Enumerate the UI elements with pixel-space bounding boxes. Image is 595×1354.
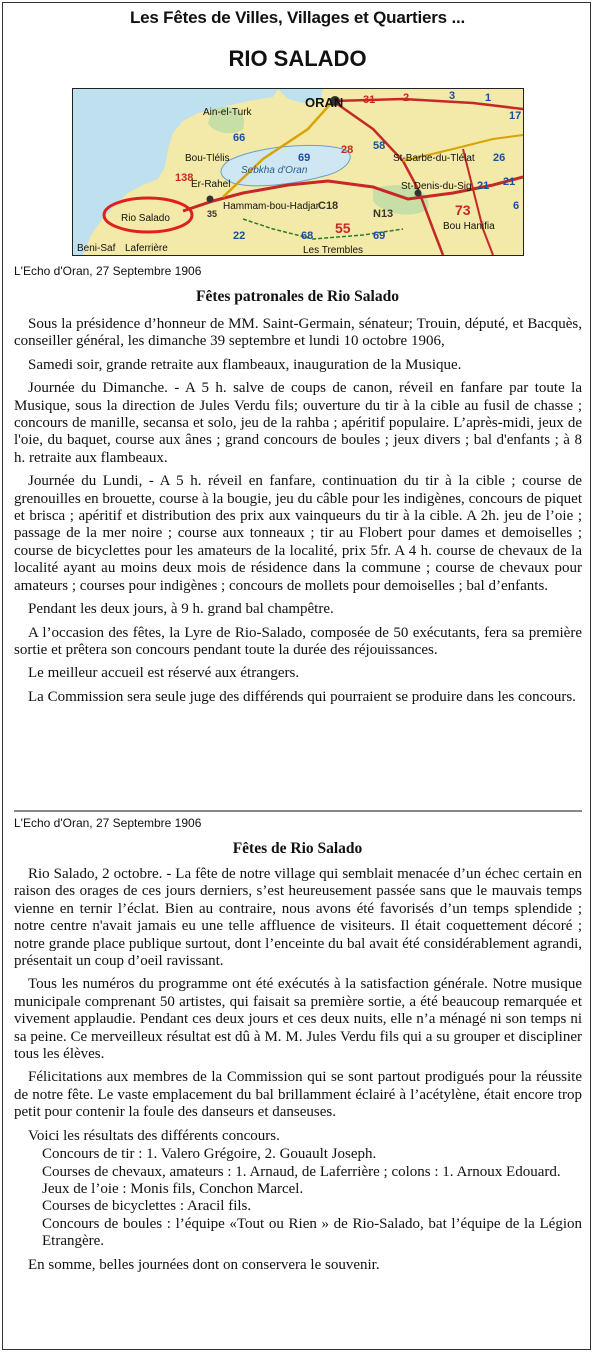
article2-closing: En somme, belles journées dont on conservera le souvenir. xyxy=(28,1256,380,1273)
road-num-13: 55 xyxy=(335,220,351,236)
label-sebkha: Sebkha d'Oran xyxy=(241,165,308,176)
article1-paragraph-6: A l’occasion des fêtes, la Lyre de Rio-Salado, composée de 50 exécutants, fera sa première sortie et prêtera son concours pendant toute la durée des réjouissances. xyxy=(14,624,582,658)
road-num-15: 68 xyxy=(301,230,314,242)
page-title: RIO SALADO xyxy=(228,46,367,71)
label-er-rahel: Er-Rahel xyxy=(191,179,231,190)
region-map xyxy=(72,88,524,256)
road-num-20: 35 xyxy=(207,209,218,219)
map-drawing xyxy=(73,89,523,255)
article2-body xyxy=(14,866,582,1280)
road-num-12: C18 xyxy=(318,200,339,212)
label-oran: ORAN xyxy=(305,95,344,110)
road-num-14: 73 xyxy=(455,202,471,218)
road-num-1: 31 xyxy=(363,94,376,106)
label-st-denis: St-Denis-du-Sig xyxy=(401,181,472,192)
road-num-6: 28 xyxy=(341,144,354,156)
article2-paragraph-3: Félicitations aux membres de la Commission qui se sont partout prodigués pour la réussite de notre fête. Le vaste emplacement du bal brillamment éclairé à l’acétylène, était encore trop petit pour contenir la foule des danseurs et danseuses. xyxy=(14,1069,582,1121)
article1-source: L'Echo d'Oran, 27 Septembre 1906 xyxy=(14,264,202,278)
article1-paragraph-8: La Commission sera seule juge des différends qui pourraient se produire dans les concours. xyxy=(28,688,576,705)
label-rio-salado: Rio Salado xyxy=(121,213,170,224)
section-divider xyxy=(14,810,582,812)
road-num-19: 21 xyxy=(477,180,490,192)
road-num-5: 69 xyxy=(298,152,311,164)
road-num-16: 69 xyxy=(373,230,386,242)
road-num-7: 58 xyxy=(373,140,386,152)
result-item: Concours de tir : 1. Valero Grégoire, 2. Gouault Joseph. xyxy=(42,1146,377,1163)
article1-paragraph-3: Journée du Dimanche. - A 5 h. salve de coups de canon, réveil en fanfare par toute la Musique, sous la direction de Jules Verdu fils; ouverture du tir à la cible au fusil de chasse ; concours de manille, secansa et solo, jeu de la rahba ; apéritif populaire. L’après-midi, jeux de l'oie, du baquet, course aux ânes ; grand concours de boules ; jeux divers ; bal d'enfants ; à 8 h. retraite aux flambeaux. xyxy=(14,380,582,466)
town-riosalado-dot xyxy=(207,196,214,203)
article2-paragraph-2: Tous les numéros du programme ont été exécutés à la satisfaction générale. Notre musique municipale comprenant 50 artistes, qui faisait sa première sortie, a été beaucoup remarquée et vivement applaudie. Pendant ces deux jours et ces deux nuits, elle n’a ménagé ni son temps ni sa peine. Ce merveilleux résultat est dû à M. M. Jules Verdu fils qui a su grouper et discipliner tous les élèves. xyxy=(14,976,582,1063)
label-trembles: Les Trembles xyxy=(303,245,364,255)
label-beni-saf: Beni-Saf xyxy=(77,243,116,254)
label-bou-hanifia: Bou Hanifia xyxy=(443,221,495,232)
article2-paragraph-4: Voici les résultats des différents concours. xyxy=(28,1127,280,1144)
road-num-11: N13 xyxy=(373,208,394,220)
label-bou-tlelis: Bou-Tlélis xyxy=(185,153,230,164)
road-num-9: 21 xyxy=(503,176,516,188)
label-st-barbe: St-Barbe-du-Tlélat xyxy=(393,153,475,164)
page-supertitle: Les Fêtes de Villes, Villages et Quartiers ... xyxy=(129,8,466,27)
article2-paragraph-1: Rio Salado, 2 octobre. - La fête de notre village qui semblait menacée d’un échec certain en raison des orages de ces jours derniers, s’est heureusement passée sans que le mauvais temps vienne en ternir l’éclat. Bien au contraire, nous avons été favorisés d’un temps splendide ; notre centre n'avait jamais eu une telle affluence de visiteurs. Il était coquettement décoré ; notre grande place publique surtout, dont l’enceinte du bal avait été considérablement agrandi, présentait un coup d’oeil ravissant. xyxy=(14,866,582,970)
label-ain-el-turk: Ain-el-Turk xyxy=(203,107,252,118)
road-num-21: 1 xyxy=(485,92,492,104)
result-item: Jeux de l’oie : Monis fils, Conchon Marcel. xyxy=(42,1180,304,1197)
road-num-22: 17 xyxy=(509,110,522,122)
road-num-18: 3 xyxy=(449,90,456,102)
article2-title: Fêtes de Rio Salado xyxy=(232,840,363,857)
article2-source: L'Echo d'Oran, 27 Septembre 1906 xyxy=(14,816,202,830)
road-num-17: 22 xyxy=(233,230,246,242)
result-item: Concours de boules : l’équipe «Tout ou Rien » de Rio-Salado, bat l’équipe de la Légion Etrangère. xyxy=(42,1215,582,1250)
result-item: Courses de chevaux, amateurs : 1. Arnaud, de Laferrière ; colons : 1. Arnoux Edouard. xyxy=(42,1163,561,1180)
label-hammam: Hammam-bou-Hadjar xyxy=(223,201,320,212)
article1-paragraph-1: Sous la présidence d’honneur de MM. Saint-Germain, sénateur; Trouin, député, et Bacquès, conseiller général, les dimanche 39 septembre et lundi 10 octobre 1906, xyxy=(14,316,582,350)
results-list xyxy=(14,1146,582,1250)
label-laferriere: Laferrière xyxy=(125,243,168,254)
article1-paragraph-4: Journée du Lundi, - A 5 h. réveil en fanfare, continuation du tir à la cible ; course de grenouilles en brouette, course à la bougie, jeu du câble pour les indigènes, concours de piquet et brisca ; apéritif et distribution des prix aux vainqueurs du tir à la cible. A 2h. jeu de l’oie ; passage de la mer noire ; course aux tonneaux ; tir au Flobert pour dames et demoiselles ; course de bicyclettes pour les amateurs de la localité, prix 5fr. A 4 h. course de chevaux de la localité ayant au moins deux mois de résidence dans la commune ; course de chevaux pour amateurs ; courses pour indigènes ; concours de mollets pour demoiselles ; bal d’enfants. xyxy=(14,473,582,594)
road-num-3: 66 xyxy=(233,132,246,144)
road-num-2: 2 xyxy=(403,92,410,104)
article1-title: Fêtes patronales de Rio Salado xyxy=(196,288,399,305)
road-num-10: 6 xyxy=(513,200,520,212)
road-num-4: 138 xyxy=(175,172,194,184)
article1-body xyxy=(14,316,582,712)
article1-paragraph-7: Le meilleur accueil est réservé aux étrangers. xyxy=(28,665,300,682)
article1-paragraph-5: Pendant les deux jours, à 9 h. grand bal champêtre. xyxy=(28,601,334,618)
road-num-8: 26 xyxy=(493,152,506,164)
article1-paragraph-2: Samedi soir, grande retraite aux flambeaux, inauguration de la Musique. xyxy=(28,356,462,373)
result-item: Courses de bicyclettes : Aracil fils. xyxy=(42,1198,252,1215)
